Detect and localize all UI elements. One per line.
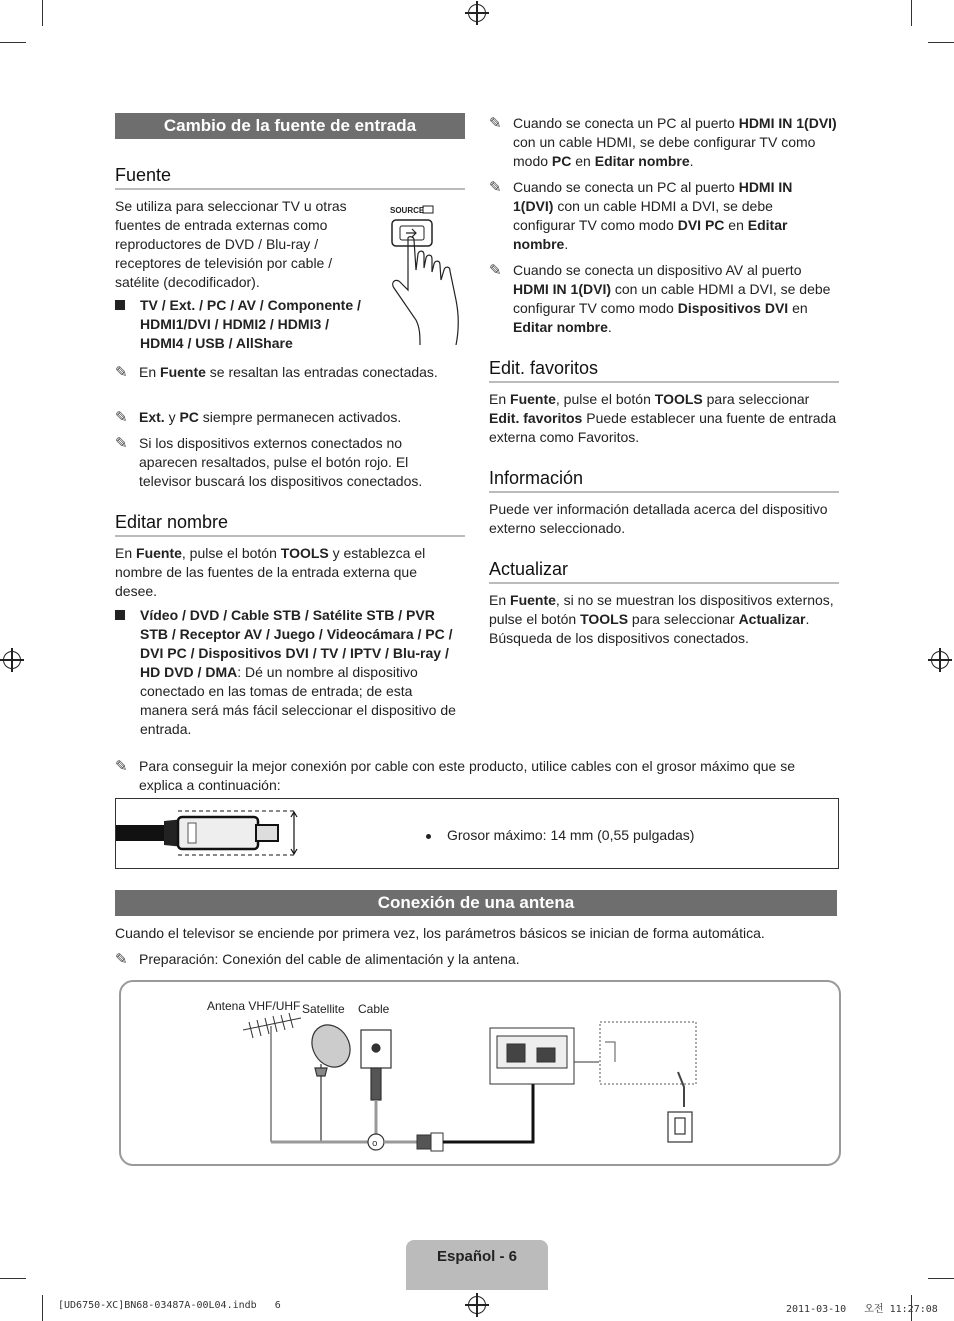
hand-outline bbox=[393, 237, 459, 345]
pencil-note-icon: ✎ bbox=[489, 179, 502, 196]
registration-mark-icon bbox=[931, 651, 949, 669]
crop-mark bbox=[0, 42, 26, 43]
section-header-input-source: Cambio de la fuente de entrada bbox=[115, 113, 465, 139]
satellite-dish-icon bbox=[304, 1018, 357, 1142]
rf-plug-icon bbox=[417, 1133, 443, 1151]
source-button-label: SOURCE bbox=[390, 206, 425, 215]
informacion-paragraph: Puede ver información detallada acerca del dispositivo externo seleccionado. bbox=[489, 501, 828, 536]
fuente-intro: Se utiliza para seleccionar TV u otras fuentes de entrada externas como reproductores de DVD / Blu-ray / receptores de televisión por cable / satélite (decodificador). bbox=[115, 198, 347, 290]
svg-text:o: o bbox=[372, 1139, 378, 1149]
subheading-informacion: Información bbox=[489, 468, 839, 493]
section-header-antenna: Conexión de una antena bbox=[115, 890, 837, 916]
antenna-intro: Cuando el televisor se enciende por primera vez, los parámetros básicos se inician de forma automática. bbox=[115, 925, 765, 941]
pencil-note-icon: ✎ bbox=[115, 364, 128, 381]
cable-spec-bullet: Grosor máximo: 14 mm (0,55 pulgadas) bbox=[426, 826, 694, 845]
square-bullet-icon bbox=[115, 300, 125, 310]
fuente-bullet: TV / Ext. / PC / AV / Componente / HDMI1/DVI / HDMI2 / HDMI3 / HDMI4 / USB / AllShare bbox=[115, 296, 375, 353]
antenna-connection-illustration bbox=[121, 982, 839, 1164]
power-plug-icon bbox=[668, 1112, 692, 1142]
crop-mark bbox=[911, 0, 912, 26]
crop-mark bbox=[928, 42, 954, 43]
fuente-note-1: ✎ En Fuente se resaltan las entradas conectadas. bbox=[115, 364, 438, 381]
subheading-edit-favoritos: Edit. favoritos bbox=[489, 358, 839, 383]
tv-back-icon bbox=[600, 1022, 696, 1107]
registration-mark-icon bbox=[468, 1296, 486, 1314]
source-button-hand-illustration bbox=[386, 200, 466, 345]
label-antenna-vhf-uhf: Antena VHF/UHF bbox=[207, 999, 301, 1013]
subheading-fuente: Fuente bbox=[115, 165, 465, 190]
editar-bullet: Vídeo / DVD / Cable STB / Satélite STB / PVR STB / Receptor AV / Juego / Videocámara / PC / DVI PC / Dispositivos DVI / TV / IPTV / Blu-ray / HD DVD / DMA: Dé un nombre al dispositivo conectado en las tomas de entrada; de esta manera será más fácil seleccionar el dispositivo de entrada. bbox=[115, 606, 460, 739]
pencil-note-icon: ✎ bbox=[115, 758, 128, 775]
hdmi-note-3: ✎ Cuando se conecta un dispositivo AV al puerto HDMI IN 1(DVI) con un cable HDMI a DVI, se debe configurar TV como modo Dispositivos DVI en Editar nombre. bbox=[489, 262, 831, 335]
tv-antenna-panel bbox=[490, 1028, 599, 1084]
cable-wall-outlet-icon bbox=[361, 1030, 391, 1100]
subheading-editar-nombre: Editar nombre bbox=[115, 512, 465, 537]
cable-plug-illustration bbox=[116, 805, 316, 861]
cable-spec-box bbox=[115, 798, 839, 869]
square-bullet-icon bbox=[115, 610, 125, 620]
pencil-note-icon: ✎ bbox=[489, 115, 502, 132]
antenna-diagram bbox=[119, 980, 841, 1166]
favoritos-paragraph: En Fuente, pulse el botón TOOLS para seleccionar Edit. favoritos Puede establecer una fuente de entrada externa como Favoritos. bbox=[489, 391, 837, 445]
fuente-note-3: ✎ Si los dispositivos externos conectados no aparecen resaltados, pulse el botón rojo. El televisor buscará los dispositivos conectados. bbox=[115, 435, 423, 489]
round-bullet-icon bbox=[426, 834, 431, 839]
label-cable: Cable bbox=[358, 1002, 390, 1016]
hdmi-note-2: ✎ Cuando se conecta un PC al puerto HDMI IN 1(DVI) con un cable HDMI a DVI, se debe configurar TV como modo DVI PC en Editar nombre. bbox=[489, 179, 793, 252]
source-mini-icon bbox=[423, 206, 433, 213]
pencil-note-icon: ✎ bbox=[115, 409, 128, 426]
editar-paragraph: En Fuente, pulse el botón TOOLS y establezca el nombre de las fuentes de la entrada externa que desee. bbox=[115, 545, 426, 599]
vhf-antenna-icon bbox=[243, 1013, 301, 1142]
cable-note: ✎ Para conseguir la mejor conexión por cable con este producto, utilice cables con el grosor máximo que se explica a continuación: bbox=[115, 758, 796, 793]
fuente-note-2: ✎ Ext. y PC siempre permanecen activados. bbox=[115, 409, 402, 426]
pencil-note-icon: ✎ bbox=[489, 262, 502, 279]
pencil-note-icon: ✎ bbox=[115, 951, 128, 968]
page-number-tab: Español - 6 bbox=[406, 1240, 548, 1290]
pencil-note-icon: ✎ bbox=[115, 435, 128, 452]
antenna-note: ✎ Preparación: Conexión del cable de alimentación y la antena. bbox=[115, 951, 520, 968]
hdmi-note-1: ✎ Cuando se conecta un PC al puerto HDMI IN 1(DVI) con un cable HDMI, se debe configurar TV como modo PC en Editar nombre. bbox=[489, 115, 837, 169]
registration-mark-icon bbox=[468, 4, 486, 22]
actualizar-paragraph: En Fuente, si no se muestran los dispositivos externos, pulse el botón TOOLS para seleccionar Actualizar. Búsqueda de los dispositivos conectados. bbox=[489, 592, 834, 646]
print-timestamp: 2011-03-10 오전 11:27:08 bbox=[786, 1304, 938, 1315]
crop-mark bbox=[928, 1278, 954, 1279]
subheading-actualizar: Actualizar bbox=[489, 559, 839, 584]
crop-mark bbox=[42, 1295, 43, 1321]
file-info: [UD6750-XC]BN68-03487A-00L04.indb 6 bbox=[58, 1300, 281, 1311]
registration-mark-icon bbox=[3, 651, 21, 669]
crop-mark bbox=[42, 0, 43, 26]
crop-mark bbox=[0, 1278, 26, 1279]
label-satellite: Satellite bbox=[302, 1002, 345, 1016]
